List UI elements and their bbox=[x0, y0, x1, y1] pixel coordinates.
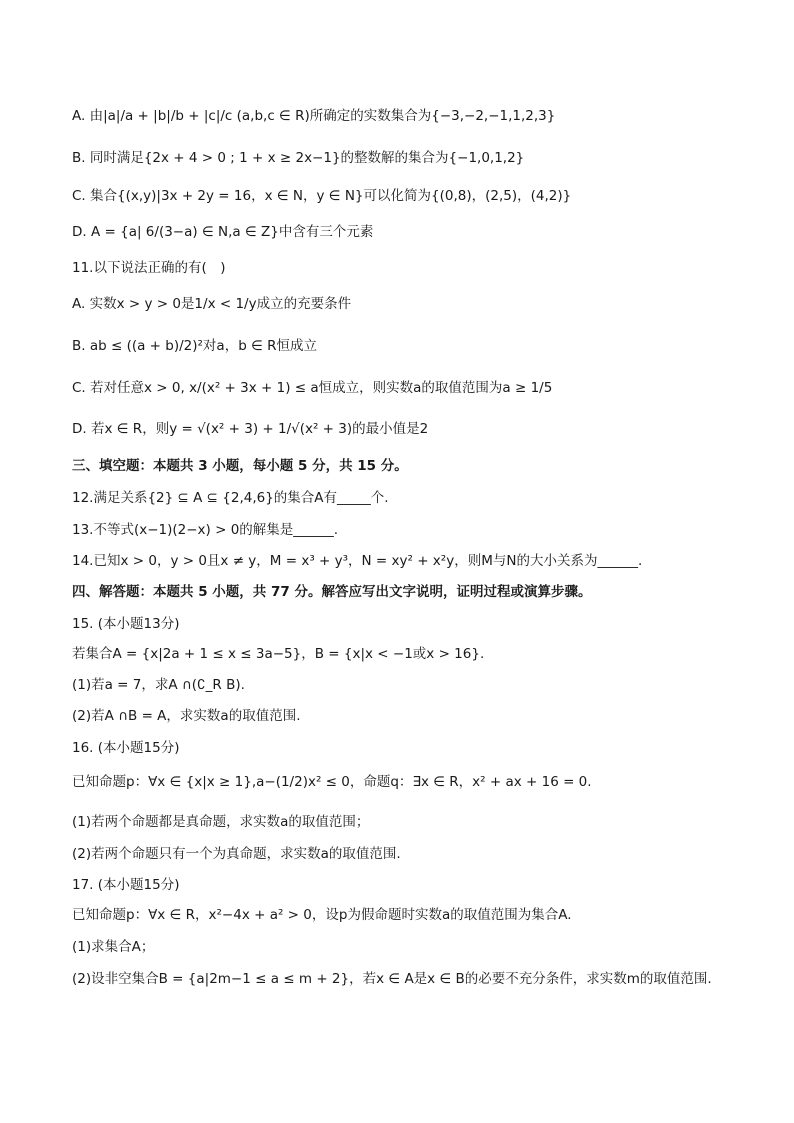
question-15-part2: (2)若A ∩B = A，求实数a的取值范围. bbox=[72, 708, 301, 724]
section-fill-in-title: 三、填空题：本题共 3 小题，每小题 5 分，共 15 分。 bbox=[72, 458, 408, 474]
option-10d: D. A = {a| 6/(3−a) ∈ N,a ∈ Z}中含有三个元素 bbox=[72, 224, 374, 240]
option-11a: A. 实数x > y > 0是1/x < 1/y成立的充要条件 bbox=[72, 296, 352, 312]
option-10c: C. 集合{(x,y)|3x + 2y = 16，x ∈ N，y ∈ N}可以化简为{(0,8)，(2,5)，(4,2)} bbox=[72, 188, 572, 204]
option-10b: B. 同时满足{2x + 4 > 0 ; 1 + x ≥ 2x−1}的整数解的集合为{−1,0,1,2} bbox=[72, 150, 525, 166]
question-17-stem: 已知命题p：∀x ∈ R，x²−4x + a² > 0，设p为假命题时实数a的取值范围为集合A. bbox=[72, 907, 572, 923]
question-15-stem: 若集合A = {x|2a + 1 ≤ x ≤ 3a−5}，B = {x|x < −1或x > 16}. bbox=[72, 646, 485, 662]
question-17-header: 17. (本小题15分) bbox=[72, 877, 180, 893]
question-15-part1: (1)若a = 7，求A ∩(∁_R B). bbox=[72, 677, 245, 693]
question-17-part2: (2)设非空集合B = {a|2m−1 ≤ a ≤ m + 2}，若x ∈ A是x ∈ B的必要不充分条件，求实数m的取值范围. bbox=[72, 971, 712, 987]
question-14: 14.已知x > 0，y > 0且x ≠ y，M = x³ + y³，N = xy² + x²y，则M与N的大小关系为______. bbox=[72, 553, 643, 569]
option-11c: C. 若对任意x > 0, x/(x² + 3x + 1) ≤ a恒成立，则实数a的取值范围为a ≥ 1/5 bbox=[72, 380, 553, 396]
option-11b: B. ab ≤ ((a + b)/2)²对a，b ∈ R恒成立 bbox=[72, 338, 317, 354]
question-16-stem: 已知命题p：∀x ∈ {x|x ≥ 1},a−(1/2)x² ≤ 0，命题q：∃x ∈ R，x² + ax + 16 = 0. bbox=[72, 774, 592, 790]
question-13: 13.不等式(x−1)(2−x) > 0的解集是______. bbox=[72, 522, 339, 538]
option-10a: A. 由|a|/a + |b|/b + |c|/c (a,b,c ∈ R)所确定的实数集合为{−3,−2,−1,1,2,3} bbox=[72, 108, 556, 124]
section-answer-title: 四、解答题：本题共 5 小题，共 77 分。解答应写出文字说明，证明过程或演算步骤。 bbox=[72, 584, 592, 600]
question-11: 11.以下说法正确的有( ) bbox=[72, 260, 226, 276]
question-17-part1: (1)求集合A； bbox=[72, 939, 155, 955]
question-12: 12.满足关系{2} ⊆ A ⊆ {2,4,6}的集合A有_____个. bbox=[72, 490, 389, 506]
question-15-header: 15. (本小题13分) bbox=[72, 616, 180, 632]
question-16-header: 16. (本小题15分) bbox=[72, 740, 180, 756]
question-16-part1: (1)若两个命题都是真命题，求实数a的取值范围； bbox=[72, 814, 370, 830]
question-16-part2: (2)若两个命题只有一个为真命题，求实数a的取值范围. bbox=[72, 846, 401, 862]
option-11d: D. 若x ∈ R，则y = √(x² + 3) + 1/√(x² + 3)的最小值是2 bbox=[72, 421, 429, 437]
